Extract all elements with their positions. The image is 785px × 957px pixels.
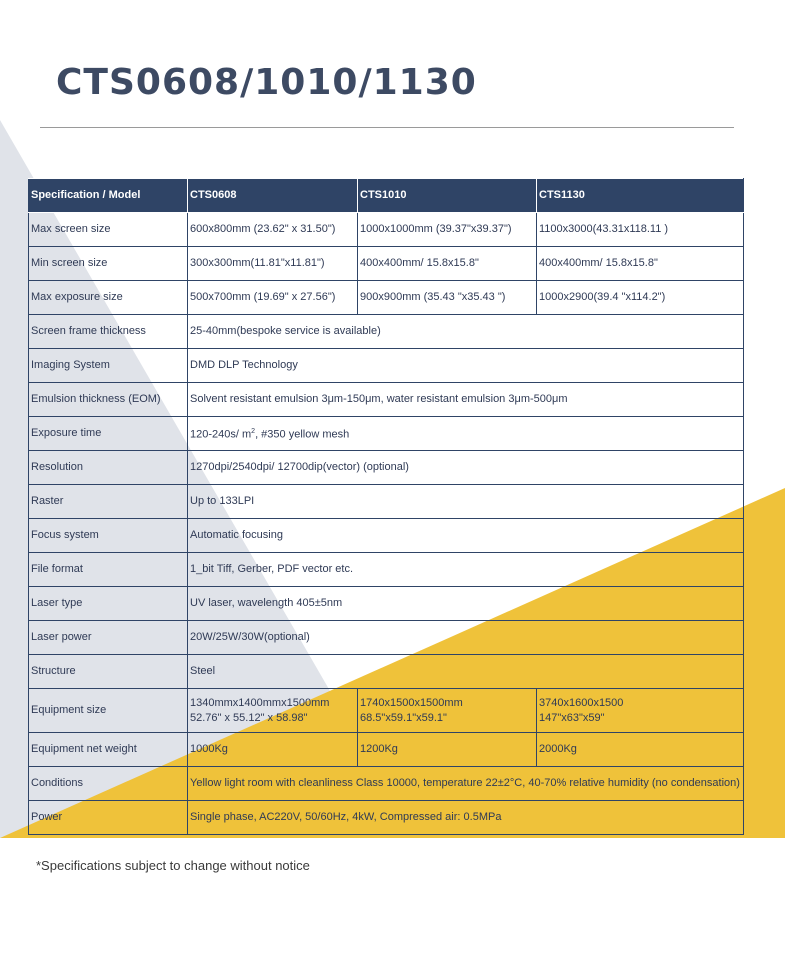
cell-cts0608: 600x800mm (23.62" x 31.50"): [188, 213, 358, 247]
row-label: Power: [29, 801, 188, 835]
row-label: Structure: [29, 655, 188, 689]
size-mm: 3740x1600x1500: [539, 696, 624, 709]
row-value: Yellow light room with cleanliness Class 10000, temperature 22±2°C, 40-70% relative humidity (no condensation): [188, 767, 744, 801]
row-label: Conditions: [29, 767, 188, 801]
row-value: Solvent resistant emulsion 3μm-150μm, water resistant emulsion 3μm-500μm: [188, 383, 744, 417]
cell-cts1130: 2000Kg: [537, 733, 744, 767]
table-row: [29, 689, 744, 733]
row-value: DMD DLP Technology: [188, 349, 744, 383]
table-row: [29, 519, 744, 553]
table-row: [29, 247, 744, 281]
size-mm: 1340mmx1400mmx1500mm: [190, 696, 330, 709]
row-label: Raster: [29, 485, 188, 519]
row-label: Emulsion thickness (EOM): [29, 383, 188, 417]
header-cell-cts1130: CTS1130: [537, 179, 744, 213]
row-value: Up to 133LPI: [188, 485, 744, 519]
cell-cts1010: 400x400mm/ 15.8x15.8": [358, 247, 537, 281]
row-label: Min screen size: [29, 247, 188, 281]
exposure-time-text: 120-240s/ m: [190, 428, 252, 441]
superscript: 2: [251, 428, 256, 436]
row-value: Single phase, AC220V, 50/60Hz, 4kW, Compressed air: 0.5MPa: [188, 801, 744, 835]
cell-cts0608: 500x700mm (19.69" x 27.56"): [188, 281, 358, 315]
row-label: Resolution: [29, 451, 188, 485]
table-row: [29, 315, 744, 349]
table-row: [29, 767, 744, 801]
cell-cts1010: 1000x1000mm (39.37"x39.37"): [358, 213, 537, 247]
table-row: [29, 587, 744, 621]
cell-cts0608: 300x300mm(11.81"x11.81"): [188, 247, 358, 281]
row-label: Screen frame thickness: [29, 315, 188, 349]
row-value: Steel: [188, 655, 744, 689]
table-header-row: [29, 179, 744, 213]
table-row: [29, 213, 744, 247]
row-value: 20W/25W/30W(optional): [188, 621, 744, 655]
title-divider: [40, 127, 734, 128]
row-value: 1270dpi/2540dpi/ 12700dip(vector) (optional): [188, 451, 744, 485]
table-row: [29, 383, 744, 417]
table-row: [29, 485, 744, 519]
cell-cts1130: 1100x3000(43.31x118.11 ): [537, 213, 744, 247]
specification-table: [28, 178, 744, 835]
row-value: [188, 417, 744, 451]
cell-cts1010: 900x900mm (35.43 "x35.43 "): [358, 281, 537, 315]
row-label: Max screen size: [29, 213, 188, 247]
row-label: Equipment size: [29, 689, 188, 733]
page-title: CTS0608/1010/1130: [56, 62, 477, 103]
header-cell-spec: Specification / Model: [29, 179, 188, 213]
row-value: 1_bit Tiff, Gerber, PDF vector etc.: [188, 553, 744, 587]
header-cell-cts0608: CTS0608: [188, 179, 358, 213]
table-row: [29, 655, 744, 689]
row-label: Imaging System: [29, 349, 188, 383]
row-label: Exposure time: [29, 417, 188, 451]
cell-cts1010: 1200Kg: [358, 733, 537, 767]
size-inch: 52.76" x 55.12" x 58.98": [190, 711, 308, 724]
table-row: [29, 621, 744, 655]
cell-cts1130: [537, 689, 744, 733]
footnote: *Specifications subject to change without notice: [36, 858, 310, 873]
table-row: [29, 801, 744, 835]
row-value: UV laser, wavelength 405±5nm: [188, 587, 744, 621]
cell-cts1130: 400x400mm/ 15.8x15.8": [537, 247, 744, 281]
table-row: [29, 417, 744, 451]
size-mm: 1740x1500x1500mm: [360, 696, 463, 709]
row-label: Max exposure size: [29, 281, 188, 315]
row-value: 25-40mm(bespoke service is available): [188, 315, 744, 349]
exposure-time-mesh: , #350 yellow mesh: [255, 428, 350, 441]
table-row: [29, 451, 744, 485]
row-label: Laser type: [29, 587, 188, 621]
cell-cts0608: [188, 689, 358, 733]
table-row: [29, 349, 744, 383]
row-label: Equipment net weight: [29, 733, 188, 767]
cell-cts0608: 1000Kg: [188, 733, 358, 767]
row-label: Focus system: [29, 519, 188, 553]
cell-cts1130: 1000x2900(39.4 "x114.2"): [537, 281, 744, 315]
table-row: [29, 553, 744, 587]
header-cell-cts1010: CTS1010: [358, 179, 537, 213]
row-value: Automatic focusing: [188, 519, 744, 553]
table-row: [29, 733, 744, 767]
table-row: [29, 281, 744, 315]
size-inch: 68.5"x59.1"x59.1": [360, 711, 447, 724]
row-label: File format: [29, 553, 188, 587]
cell-cts1010: [358, 689, 537, 733]
size-inch: 147"x63"x59": [539, 711, 605, 724]
row-label: Laser power: [29, 621, 188, 655]
